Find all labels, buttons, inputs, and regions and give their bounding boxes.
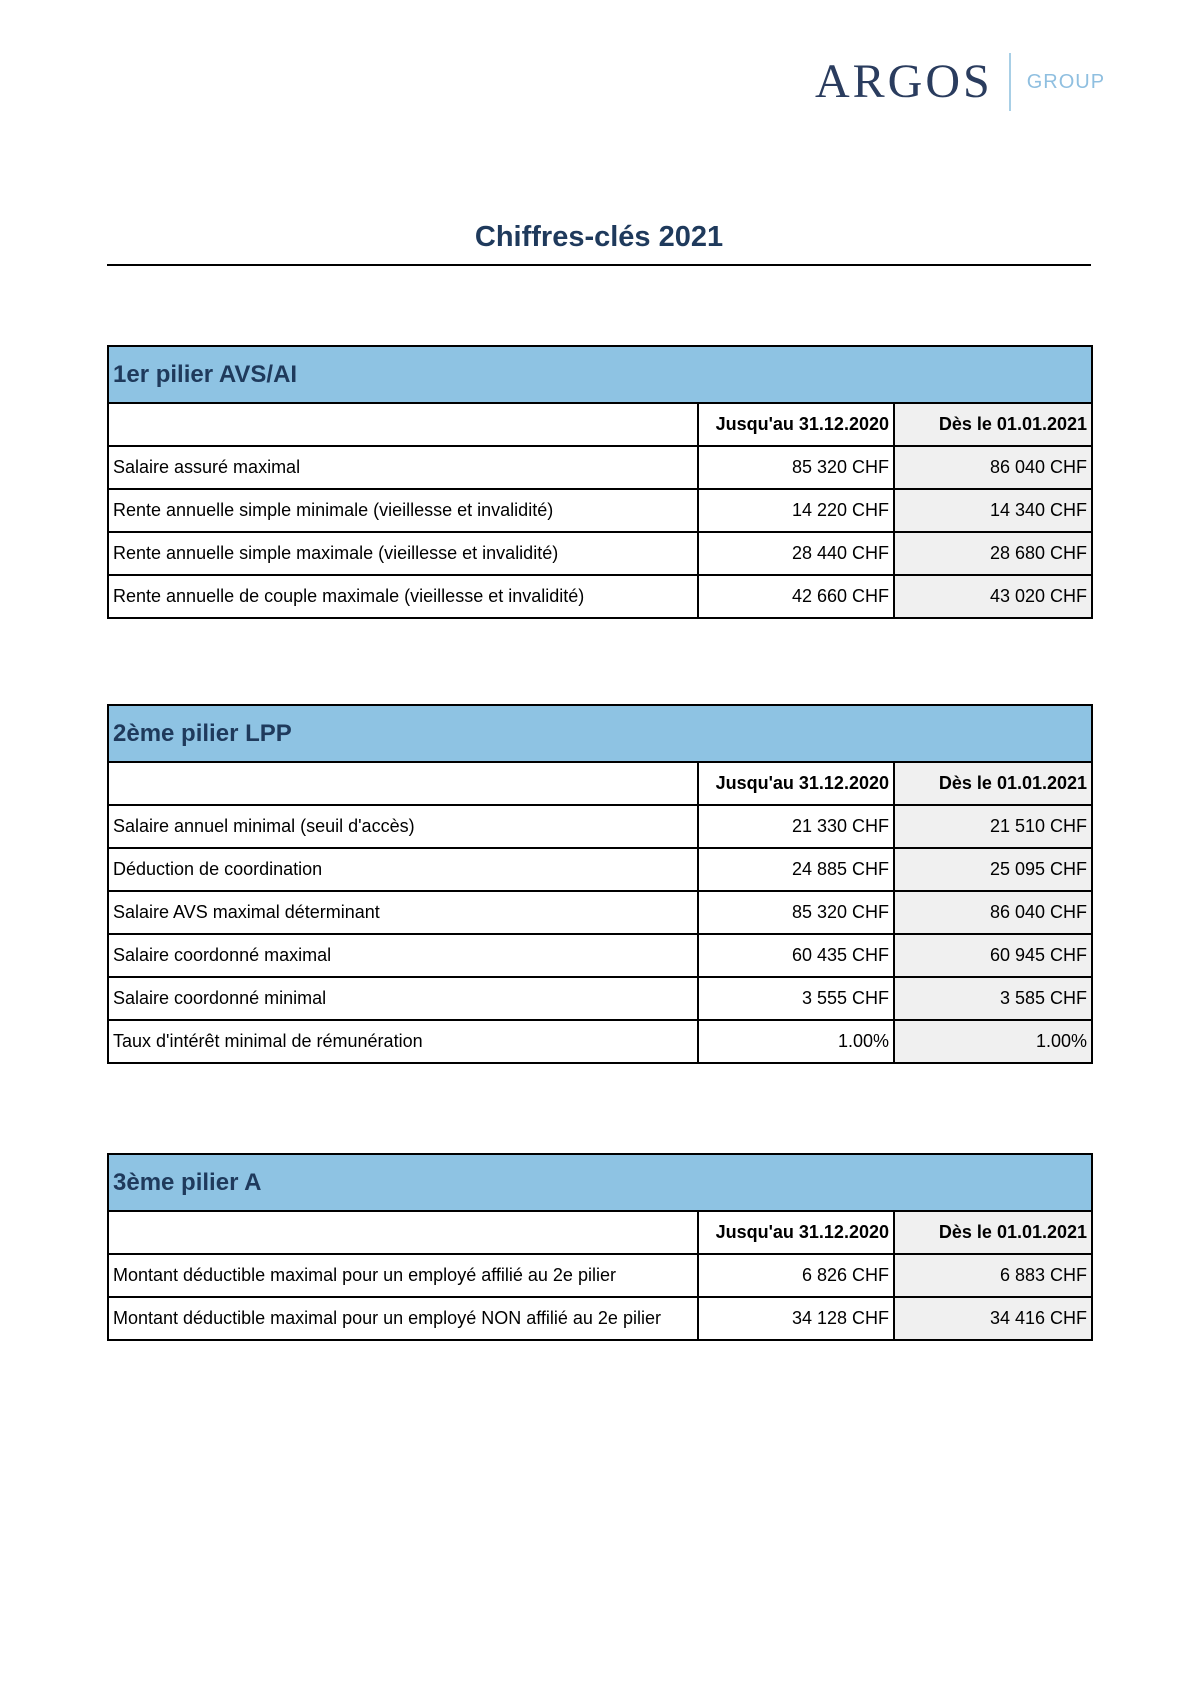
row-label: Taux d'intérêt minimal de rémunération [108, 1020, 698, 1063]
value-2020: 60 435 CHF [698, 934, 894, 977]
empty-header-cell [108, 1211, 698, 1254]
row-label: Rente annuelle simple maximale (vieillesse et invalidité) [108, 532, 698, 575]
value-2020: 21 330 CHF [698, 805, 894, 848]
logo-divider [1009, 53, 1011, 111]
value-2021: 14 340 CHF [894, 489, 1092, 532]
row-label: Salaire annuel minimal (seuil d'accès) [108, 805, 698, 848]
value-2020: 3 555 CHF [698, 977, 894, 1020]
logo-subtitle: GROUP [1026, 70, 1106, 93]
table-pilier-3a [107, 1153, 1093, 1341]
table-row [108, 489, 1092, 532]
value-2021: 43 020 CHF [894, 575, 1092, 618]
value-2020: 85 320 CHF [698, 891, 894, 934]
section-heading: 3ème pilier A [108, 1154, 1092, 1211]
row-label: Salaire coordonné minimal [108, 977, 698, 1020]
table-row [108, 848, 1092, 891]
logo-wordmark: ARGOS [815, 55, 993, 108]
table-row [108, 1020, 1092, 1063]
column-header-2020: Jusqu'au 31.12.2020 [698, 762, 894, 805]
column-header-2020: Jusqu'au 31.12.2020 [698, 1211, 894, 1254]
row-label: Montant déductible maximal pour un employé affilié au 2e pilier [108, 1254, 698, 1297]
value-2020: 24 885 CHF [698, 848, 894, 891]
value-2020: 85 320 CHF [698, 446, 894, 489]
table-row [108, 934, 1092, 977]
value-2020: 14 220 CHF [698, 489, 894, 532]
row-label: Rente annuelle de couple maximale (vieillesse et invalidité) [108, 575, 698, 618]
value-2020: 34 128 CHF [698, 1297, 894, 1340]
value-2021: 1.00% [894, 1020, 1092, 1063]
table-lpp [107, 704, 1093, 1064]
table-row [108, 532, 1092, 575]
table-row [108, 446, 1092, 489]
value-2021: 34 416 CHF [894, 1297, 1092, 1340]
row-label: Salaire AVS maximal déterminant [108, 891, 698, 934]
value-2021: 28 680 CHF [894, 532, 1092, 575]
table-avs-ai [107, 345, 1093, 619]
column-header-2020: Jusqu'au 31.12.2020 [698, 403, 894, 446]
value-2020: 1.00% [698, 1020, 894, 1063]
page-title: Chiffres-clés 2021 [474, 221, 724, 253]
section-heading: 1er pilier AVS/AI [108, 346, 1092, 403]
row-label: Montant déductible maximal pour un employé NON affilié au 2e pilier [108, 1297, 698, 1340]
table-row [108, 1254, 1092, 1297]
argos-group-logo [815, 52, 1105, 112]
value-2020: 28 440 CHF [698, 532, 894, 575]
value-2020: 6 826 CHF [698, 1254, 894, 1297]
value-2021: 86 040 CHF [894, 446, 1092, 489]
value-2021: 25 095 CHF [894, 848, 1092, 891]
row-label: Rente annuelle simple minimale (vieillesse et invalidité) [108, 489, 698, 532]
value-2020: 42 660 CHF [698, 575, 894, 618]
column-header-2021: Dès le 01.01.2021 [894, 1211, 1092, 1254]
row-label: Déduction de coordination [108, 848, 698, 891]
value-2021: 21 510 CHF [894, 805, 1092, 848]
empty-header-cell [108, 762, 698, 805]
section-heading: 2ème pilier LPP [108, 705, 1092, 762]
column-header-2021: Dès le 01.01.2021 [894, 762, 1092, 805]
value-2021: 3 585 CHF [894, 977, 1092, 1020]
table-row [108, 575, 1092, 618]
table-row [108, 1297, 1092, 1340]
table-row [108, 805, 1092, 848]
column-header-2021: Dès le 01.01.2021 [894, 403, 1092, 446]
empty-header-cell [108, 403, 698, 446]
value-2021: 6 883 CHF [894, 1254, 1092, 1297]
table-row [108, 891, 1092, 934]
title-rule [107, 264, 1091, 266]
row-label: Salaire coordonné maximal [108, 934, 698, 977]
value-2021: 60 945 CHF [894, 934, 1092, 977]
value-2021: 86 040 CHF [894, 891, 1092, 934]
table-row [108, 977, 1092, 1020]
row-label: Salaire assuré maximal [108, 446, 698, 489]
